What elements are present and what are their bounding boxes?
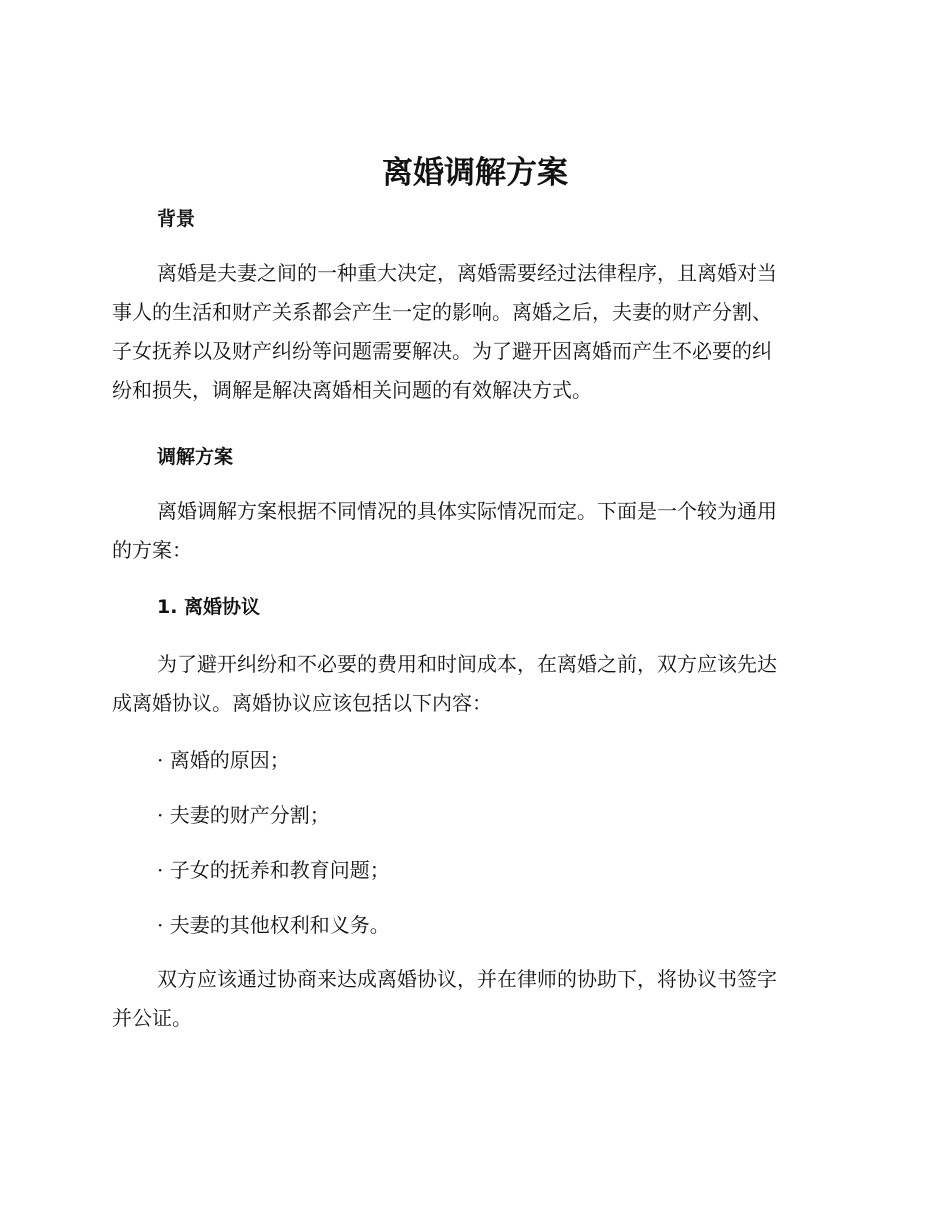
paragraph-line: 事人的生活和财产关系都会产生一定的影响。离婚之后，夫妻的财产分割、 — [112, 300, 772, 324]
paragraph-line: 双方应该通过协商来达成离婚协议，并在律师的协助下，将协议书签字 — [157, 967, 777, 991]
mediation-paragraph — [112, 492, 842, 570]
list-item: · 夫妻的财产分割； — [157, 803, 330, 827]
paragraph-line: 离婚调解方案根据不同情况的具体实际情况而定。下面是一个较为通用 — [157, 499, 777, 523]
list-item: · 离婚的原因； — [157, 748, 290, 772]
section-heading-mediation: 调解方案 — [157, 446, 234, 468]
paragraph-line: 子女抚养以及财产纠纷等问题需要解决。为了避开因离婚而产生不必要的纠 — [112, 339, 772, 363]
paragraph-line: 并公证。 — [112, 1006, 192, 1030]
paragraph-line: 的方案： — [112, 538, 192, 562]
section-heading-background: 背景 — [157, 208, 196, 230]
agreement-closing-paragraph — [112, 960, 842, 1038]
section-heading-agreement: 1. 离婚协议 — [157, 596, 261, 618]
paragraph-line: 纷和损失，调解是解决离婚相关问题的有效解决方式。 — [112, 378, 592, 402]
agreement-intro-paragraph — [112, 645, 842, 723]
paragraph-line: 为了避开纠纷和不必要的费用和时间成本，在离婚之前，双方应该先达 — [157, 652, 777, 676]
list-item: · 子女的抚养和教育问题； — [157, 858, 390, 882]
background-paragraph — [112, 254, 842, 410]
document-title: 离婚调解方案 — [382, 155, 568, 191]
paragraph-line: 离婚是夫妻之间的一种重大决定，离婚需要经过法律程序，且离婚对当 — [157, 261, 777, 285]
list-item: · 夫妻的其他权利和义务。 — [157, 913, 390, 937]
paragraph-line: 成离婚协议。离婚协议应该包括以下内容： — [112, 691, 492, 715]
